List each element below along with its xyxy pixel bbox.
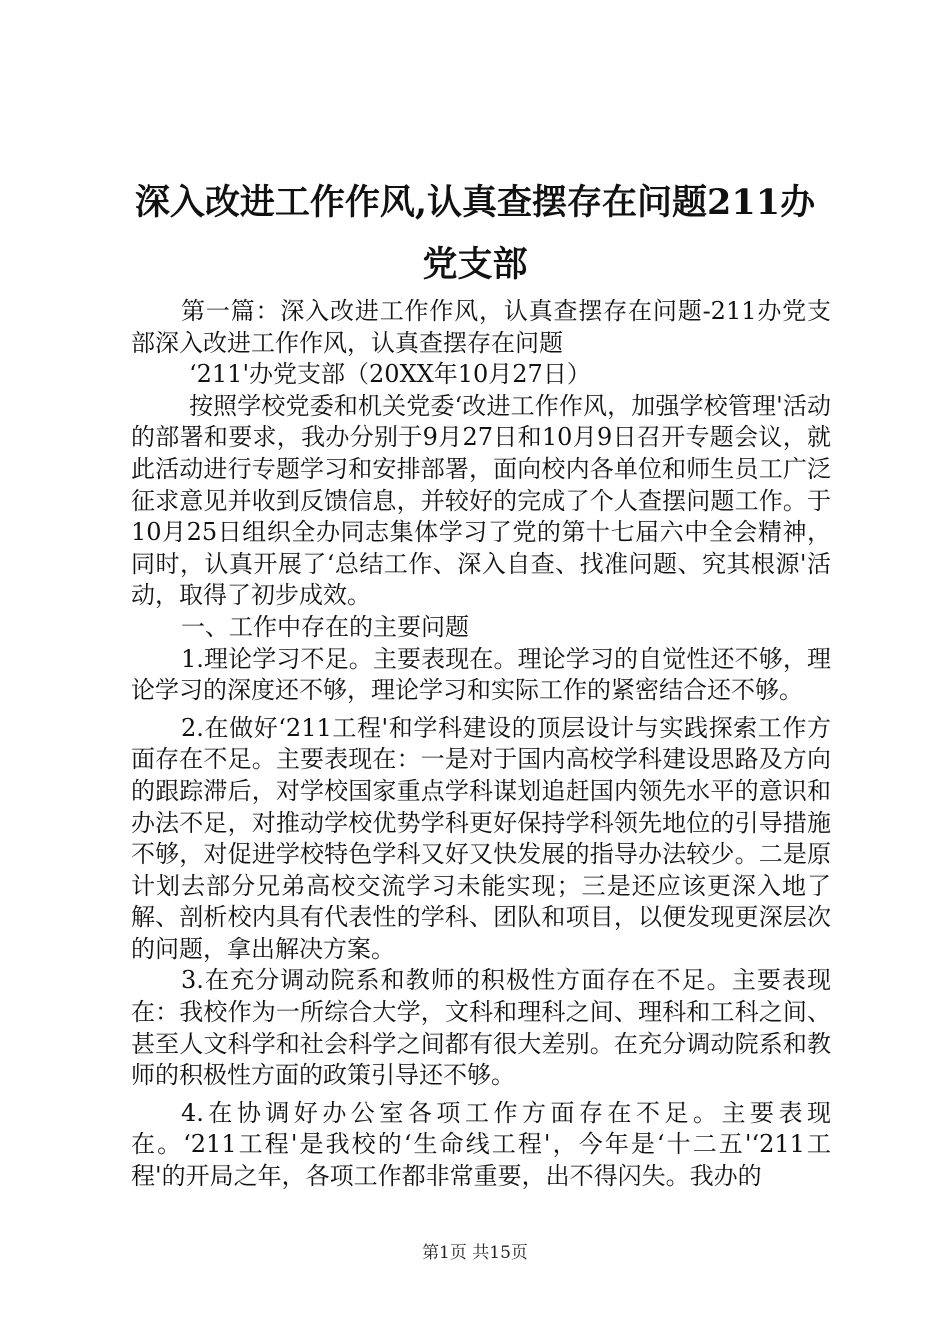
section-heading: 一、工作中存在的主要问题 [181, 612, 469, 641]
document-body [131, 296, 831, 1193]
page-number-footer: 第1页 共15页 [422, 1243, 528, 1263]
paragraph-item-1: 1.理论学习不足。主要表现在。理论学习的自觉性还不够，理论学习的深度还不够，理论学习和实际工作的紧密结合还不够。 [131, 644, 831, 705]
paragraph-item-3: 3.在充分调动院系和教师的积极性方面存在不足。主要表现在：我校作为一所综合大学，文科和理科之间、理科和工科之间、甚至人文科学和社会科学之间都有很大差别。在充分调动院系和教师的积极性方面的政策引导还不够。 [131, 966, 831, 1090]
title-line-2: 党支部 [422, 244, 528, 285]
document-title [118, 172, 832, 296]
title-line-1: 深入改进工作作风,认真查摆存在问题211办 [134, 182, 816, 223]
paragraph-date-line: ‘211'办党支部（20XX年10月27日） [189, 360, 591, 389]
paragraph-intro: 第一篇：深入改进工作作风，认真查摆存在问题-211办党支部深入改进工作作风，认真查摆存在问题 [131, 297, 831, 357]
paragraph-item-2: 2.在做好‘211工程'和学科建设的顶层设计与实践探索工作方面存在不足。主要表现在：一是对于国内高校学科建设思路及方向的跟踪滞后，对学校国家重点学科谋划追赶国内领先水平的意识和办法不足，对推动学校优势学科更好保持学科领先地位的引导措施不够，对促进学校特色学科又好又快发展的指导办法较少。二是原计划去部分兄弟高校交流学习未能实现；三是还应该更深入地了解、剖析校内具有代表性的学科、团队和项目，以便发现更深层次的问题，拿出解决方案。 [131, 713, 831, 963]
paragraph-background: 按照学校党委和机关党委‘改进工作作风，加强学校管理'活动的部署和要求，我办分别于9月27日和10月9日召开专题会议，就此活动进行专题学习和安排部署，面向校内各单位和师生员工广泛征求意见并收到反馈信息，并较好的完成了个人查摆问题工作。于10月25日组织全办同志集体学习了党的第十七届六中全会精神，同时，认真开展了‘总结工作、深入自查、找准问题、究其根源'活动，取得了初步成效。 [131, 391, 831, 610]
paragraph-item-4: 4.在协调好办公室各项工作方面存在不足。主要表现在。‘211工程'是我校的‘生命线工程'，今年是‘十二五'‘211工程'的开局之年，各项工作都非常重要，出不得闪失。我办的 [131, 1098, 831, 1191]
